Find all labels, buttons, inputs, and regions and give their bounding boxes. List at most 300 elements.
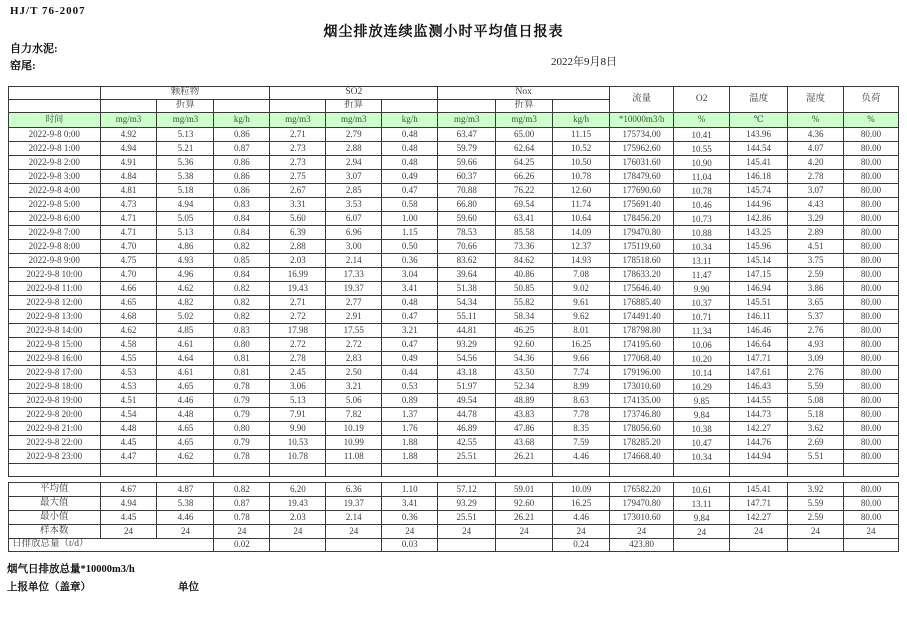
- value-cell: 17.98: [270, 324, 326, 338]
- value-cell: 0.86: [214, 128, 270, 142]
- value-cell: 19.37: [326, 497, 382, 511]
- value-cell: 80.00: [844, 366, 899, 380]
- value-cell: [788, 464, 844, 477]
- standard-code: HJ/T 76-2007: [10, 5, 86, 17]
- time-cell: 2022-9-8 9:00: [9, 254, 101, 268]
- blank-cell: [788, 539, 844, 552]
- unit-label: 单位: [178, 582, 199, 593]
- value-cell: 9.61: [553, 296, 610, 310]
- value-cell: 6.39: [270, 226, 326, 240]
- value-cell: 175734.00: [610, 128, 674, 142]
- value-cell: 144.54: [730, 142, 788, 156]
- value-cell: 175646.40: [610, 282, 674, 296]
- value-cell: 179470.80: [610, 497, 674, 511]
- value-cell: 10.71: [674, 310, 730, 324]
- value-cell: 6.36: [326, 483, 382, 497]
- value-cell: 4.71: [100, 226, 157, 240]
- value-cell: 10.37: [674, 296, 730, 310]
- value-cell: 0.82: [214, 240, 270, 254]
- value-cell: 80.00: [844, 324, 899, 338]
- value-cell: 0.86: [214, 184, 270, 198]
- value-cell: 4.46: [553, 450, 610, 464]
- value-cell: 3.00: [326, 240, 382, 254]
- value-cell: 2.88: [326, 142, 382, 156]
- value-cell: 0.47: [382, 338, 438, 352]
- value-cell: 144.76: [730, 436, 788, 450]
- tables-area: [8, 86, 899, 594]
- value-cell: 3.31: [270, 198, 326, 212]
- value-cell: 80.00: [843, 483, 898, 497]
- value-cell: 2.71: [270, 296, 326, 310]
- value-cell: 5.05: [157, 212, 214, 226]
- value-cell: 10.78: [674, 184, 730, 198]
- value-cell: 11.15: [553, 128, 610, 142]
- value-cell: [844, 464, 899, 477]
- blank-cell: [326, 539, 382, 552]
- table-row: [9, 184, 899, 198]
- value-cell: 11.34: [674, 324, 730, 338]
- row-label-cell: 最小值: [9, 511, 101, 525]
- table-row: [9, 422, 899, 436]
- header-load: 负荷: [844, 87, 899, 113]
- value-cell: 3.21: [326, 380, 382, 394]
- value-cell: 8.99: [553, 380, 610, 394]
- value-cell: 4.94: [100, 142, 157, 156]
- value-cell: 2.73: [270, 156, 326, 170]
- value-cell: 55.82: [496, 296, 553, 310]
- value-cell: [157, 464, 214, 477]
- value-cell: 13.11: [674, 497, 730, 511]
- value-cell: 4.87: [157, 483, 214, 497]
- value-cell: 80.00: [844, 380, 899, 394]
- value-cell: 2.75: [270, 170, 326, 184]
- value-cell: 146.18: [730, 170, 788, 184]
- table-row: [9, 128, 899, 142]
- value-cell: 16.99: [270, 268, 326, 282]
- value-cell: 5.59: [788, 497, 844, 511]
- value-cell: 78.53: [438, 226, 496, 240]
- value-cell: 2.91: [326, 310, 382, 324]
- unit-cell: %: [788, 113, 844, 128]
- value-cell: 19.43: [270, 282, 326, 296]
- unit-cell: mg/m3: [100, 113, 157, 128]
- value-cell: 93.29: [438, 338, 496, 352]
- value-cell: 7.82: [326, 408, 382, 422]
- value-cell: 8.63: [553, 394, 610, 408]
- value-cell: 5.38: [157, 497, 214, 511]
- time-cell: 2022-9-8 4:00: [9, 184, 101, 198]
- value-cell: 147.71: [730, 352, 788, 366]
- value-cell: 4.81: [100, 184, 157, 198]
- value-cell: 4.51: [788, 240, 844, 254]
- value-cell: 42.55: [438, 436, 496, 450]
- value-cell: 92.60: [496, 338, 553, 352]
- value-cell: 24: [100, 525, 157, 539]
- value-cell: [270, 464, 326, 477]
- header-temp: 温度: [730, 87, 788, 113]
- value-cell: 4.96: [157, 268, 214, 282]
- value-cell: 0.86: [214, 170, 270, 184]
- value-cell: 10.90: [674, 156, 730, 170]
- value-cell: 69.54: [496, 198, 553, 212]
- value-cell: 4.62: [100, 324, 157, 338]
- value-cell: 0.36: [382, 254, 438, 268]
- value-cell: 0.81: [214, 366, 270, 380]
- table-row: [9, 170, 899, 184]
- value-cell: 80.00: [844, 128, 899, 142]
- header-pm-converted: 折算: [157, 100, 214, 113]
- header-so2-group: SO2: [270, 87, 438, 100]
- value-cell: [214, 464, 270, 477]
- blank-cell: [270, 539, 326, 552]
- blank-cell: [674, 539, 730, 552]
- value-cell: 4.92: [100, 128, 157, 142]
- value-cell: 10.34: [674, 240, 730, 254]
- value-cell: 80.00: [844, 240, 899, 254]
- value-cell: 24: [610, 525, 674, 539]
- row-label-cell: [9, 464, 101, 477]
- unit-cell: mg/m3: [326, 113, 382, 128]
- table-row: [9, 366, 899, 380]
- daily-total-pm: 0.02: [214, 539, 270, 552]
- header-blank: [382, 100, 438, 113]
- value-cell: 24: [843, 525, 898, 539]
- empty-row: [9, 464, 899, 477]
- value-cell: 5.13: [157, 226, 214, 240]
- value-cell: 145.74: [730, 184, 788, 198]
- value-cell: 175691.40: [610, 198, 674, 212]
- value-cell: 24: [730, 525, 788, 539]
- table-row: [9, 212, 899, 226]
- header-blank: [553, 100, 610, 113]
- value-cell: 10.20: [674, 352, 730, 366]
- summary-row: [9, 511, 899, 525]
- value-cell: 178285.20: [610, 436, 674, 450]
- value-cell: 2.59: [788, 268, 844, 282]
- value-cell: 8.35: [553, 422, 610, 436]
- value-cell: 83.62: [438, 254, 496, 268]
- value-cell: 52.34: [496, 380, 553, 394]
- time-cell: 2022-9-8 1:00: [9, 142, 101, 156]
- value-cell: 80.00: [843, 497, 898, 511]
- blank-cell: [843, 539, 898, 552]
- value-cell: 3.86: [788, 282, 844, 296]
- header-time: 时间: [9, 113, 101, 128]
- value-cell: 17.33: [326, 268, 382, 282]
- header-blank: [438, 100, 496, 113]
- unit-cell: mg/m3: [270, 113, 326, 128]
- company-label: 自力水泥:: [10, 43, 58, 55]
- value-cell: 142.27: [730, 511, 788, 525]
- value-cell: [496, 464, 553, 477]
- value-cell: 59.60: [438, 212, 496, 226]
- value-cell: 3.07: [788, 184, 844, 198]
- footer-signature-line: [7, 579, 899, 594]
- value-cell: 48.89: [496, 394, 553, 408]
- value-cell: 0.48: [382, 128, 438, 142]
- time-cell: 2022-9-8 20:00: [9, 408, 101, 422]
- table-row: [9, 268, 899, 282]
- unit-cell: %: [674, 113, 730, 128]
- value-cell: 2.73: [270, 142, 326, 156]
- time-cell: 2022-9-8 17:00: [9, 366, 101, 380]
- value-cell: 4.85: [157, 324, 214, 338]
- value-cell: 145.96: [730, 240, 788, 254]
- value-cell: 147.71: [730, 497, 788, 511]
- value-cell: 80.00: [844, 394, 899, 408]
- value-cell: 3.21: [382, 324, 438, 338]
- header-blank: [9, 87, 101, 100]
- value-cell: 3.41: [382, 282, 438, 296]
- value-cell: 0.48: [382, 296, 438, 310]
- value-cell: 5.51: [788, 450, 844, 464]
- header-o2: O2: [674, 87, 730, 113]
- value-cell: 26.21: [496, 450, 553, 464]
- value-cell: 2.03: [270, 254, 326, 268]
- value-cell: 3.53: [326, 198, 382, 212]
- table-row: [9, 380, 899, 394]
- value-cell: 142.86: [730, 212, 788, 226]
- value-cell: 25.51: [438, 511, 496, 525]
- time-cell: 2022-9-8 13:00: [9, 310, 101, 324]
- value-cell: 80.00: [844, 268, 899, 282]
- value-cell: 145.41: [730, 483, 788, 497]
- value-cell: 0.36: [382, 511, 438, 525]
- value-cell: 50.85: [496, 282, 553, 296]
- blank-cell: [496, 539, 553, 552]
- value-cell: 178798.80: [610, 324, 674, 338]
- value-cell: 6.20: [270, 483, 326, 497]
- daily-total-row: [9, 539, 899, 552]
- value-cell: 143.25: [730, 226, 788, 240]
- value-cell: 80.00: [844, 184, 899, 198]
- value-cell: 4.94: [100, 497, 157, 511]
- value-cell: 3.29: [788, 212, 844, 226]
- header-nox-group: Nox: [438, 87, 610, 100]
- value-cell: 3.04: [382, 268, 438, 282]
- value-cell: 146.43: [730, 380, 788, 394]
- value-cell: 144.96: [730, 198, 788, 212]
- value-cell: 3.09: [788, 352, 844, 366]
- value-cell: 80.00: [844, 296, 899, 310]
- value-cell: 0.53: [382, 380, 438, 394]
- value-cell: 59.79: [438, 142, 496, 156]
- value-cell: 80.00: [844, 142, 899, 156]
- time-cell: 2022-9-8 23:00: [9, 450, 101, 464]
- value-cell: 80.00: [843, 511, 898, 525]
- value-cell: 0.44: [382, 366, 438, 380]
- value-cell: 3.06: [270, 380, 326, 394]
- value-cell: 93.29: [438, 497, 496, 511]
- value-cell: 80.00: [844, 282, 899, 296]
- value-cell: 2.03: [270, 511, 326, 525]
- value-cell: 19.37: [326, 282, 382, 296]
- value-cell: 4.58: [100, 338, 157, 352]
- time-cell: 2022-9-8 6:00: [9, 212, 101, 226]
- value-cell: 4.75: [100, 254, 157, 268]
- value-cell: 19.43: [270, 497, 326, 511]
- value-cell: 178456.20: [610, 212, 674, 226]
- value-cell: 5.02: [157, 310, 214, 324]
- summary-row: [9, 483, 899, 497]
- value-cell: 2.83: [326, 352, 382, 366]
- value-cell: 4.55: [100, 352, 157, 366]
- header-nox-converted: 折算: [496, 100, 553, 113]
- table-row: [9, 310, 899, 324]
- value-cell: 16.25: [553, 497, 610, 511]
- value-cell: 44.81: [438, 324, 496, 338]
- value-cell: 65.00: [496, 128, 553, 142]
- value-cell: 10.78: [270, 450, 326, 464]
- value-cell: 5.13: [157, 128, 214, 142]
- value-cell: 178518.60: [610, 254, 674, 268]
- time-cell: 2022-9-8 11:00: [9, 282, 101, 296]
- value-cell: 4.82: [157, 296, 214, 310]
- value-cell: 10.53: [270, 436, 326, 450]
- flue-gas-total-label: 烟气日排放总量*10000m3/h: [7, 564, 135, 575]
- value-cell: 5.08: [788, 394, 844, 408]
- value-cell: 80.00: [844, 310, 899, 324]
- value-cell: 4.51: [100, 394, 157, 408]
- value-cell: 11.08: [326, 450, 382, 464]
- value-cell: 4.65: [157, 436, 214, 450]
- value-cell: 5.06: [326, 394, 382, 408]
- table-row: [9, 436, 899, 450]
- value-cell: 173010.60: [610, 511, 674, 525]
- value-cell: 10.19: [326, 422, 382, 436]
- unit-cell: mg/m3: [157, 113, 214, 128]
- value-cell: 0.49: [382, 352, 438, 366]
- value-cell: 10.73: [674, 212, 730, 226]
- value-cell: 4.45: [100, 511, 157, 525]
- value-cell: 0.81: [214, 352, 270, 366]
- value-cell: 174135.00: [610, 394, 674, 408]
- value-cell: 146.64: [730, 338, 788, 352]
- value-cell: 0.84: [214, 268, 270, 282]
- daily-total-nox: 0.24: [553, 539, 610, 552]
- value-cell: 0.84: [214, 212, 270, 226]
- value-cell: 5.60: [270, 212, 326, 226]
- value-cell: 0.48: [382, 156, 438, 170]
- value-cell: 3.65: [788, 296, 844, 310]
- value-cell: 4.48: [100, 422, 157, 436]
- header-blank: [270, 100, 326, 113]
- header-blank: [9, 100, 101, 113]
- value-cell: 63.47: [438, 128, 496, 142]
- value-cell: 177690.60: [610, 184, 674, 198]
- value-cell: 0.82: [214, 282, 270, 296]
- value-cell: 4.70: [100, 240, 157, 254]
- unit-cell: *10000m3/h: [610, 113, 674, 128]
- value-cell: 4.67: [100, 483, 157, 497]
- value-cell: 4.61: [157, 366, 214, 380]
- value-cell: 4.62: [157, 282, 214, 296]
- value-cell: 70.66: [438, 240, 496, 254]
- value-cell: 12.60: [553, 184, 610, 198]
- table-row: [9, 156, 899, 170]
- value-cell: 11.04: [674, 170, 730, 184]
- value-cell: 54.36: [496, 352, 553, 366]
- value-cell: 0.86: [214, 156, 270, 170]
- value-cell: 4.48: [157, 408, 214, 422]
- summary-rows: [9, 483, 899, 539]
- value-cell: 6.07: [326, 212, 382, 226]
- table-row: [9, 296, 899, 310]
- value-cell: 7.78: [553, 408, 610, 422]
- table-row: [9, 352, 899, 366]
- value-cell: [674, 464, 730, 477]
- value-cell: 26.21: [496, 511, 553, 525]
- value-cell: 1.00: [382, 212, 438, 226]
- value-cell: 8.01: [553, 324, 610, 338]
- value-cell: 80.00: [844, 408, 899, 422]
- value-cell: 3.41: [382, 497, 438, 511]
- unit-cell: kg/h: [214, 113, 270, 128]
- value-cell: 0.49: [382, 170, 438, 184]
- value-cell: 4.61: [157, 338, 214, 352]
- value-cell: 5.38: [157, 170, 214, 184]
- value-cell: 24: [270, 525, 326, 539]
- table-row: [9, 142, 899, 156]
- table-row: [9, 254, 899, 268]
- value-cell: 145.51: [730, 296, 788, 310]
- value-cell: 178056.60: [610, 422, 674, 436]
- time-cell: 2022-9-8 15:00: [9, 338, 101, 352]
- value-cell: 59.66: [438, 156, 496, 170]
- value-cell: 2.71: [270, 128, 326, 142]
- value-cell: 10.78: [553, 170, 610, 184]
- value-cell: 4.65: [157, 380, 214, 394]
- value-cell: 24: [788, 525, 844, 539]
- value-cell: 143.96: [730, 128, 788, 142]
- table-row: [9, 198, 899, 212]
- value-cell: 47.86: [496, 422, 553, 436]
- value-cell: 0.83: [214, 198, 270, 212]
- value-cell: 80.00: [844, 338, 899, 352]
- value-cell: 0.47: [382, 184, 438, 198]
- unit-cell: mg/m3: [438, 113, 496, 128]
- daily-total-so2: 0.03: [382, 539, 438, 552]
- value-cell: 59.01: [496, 483, 553, 497]
- value-cell: [326, 464, 382, 477]
- time-cell: 2022-9-8 10:00: [9, 268, 101, 282]
- value-cell: 4.47: [100, 450, 157, 464]
- value-cell: 10.41: [674, 128, 730, 142]
- value-cell: 43.50: [496, 366, 553, 380]
- unit-cell: ℃: [730, 113, 788, 128]
- value-cell: 3.62: [788, 422, 844, 436]
- value-cell: 44.78: [438, 408, 496, 422]
- value-cell: 80.00: [844, 170, 899, 184]
- value-cell: 175119.60: [610, 240, 674, 254]
- table-row: [9, 324, 899, 338]
- value-cell: 0.87: [214, 142, 270, 156]
- value-cell: 0.80: [214, 422, 270, 436]
- value-cell: 4.93: [157, 254, 214, 268]
- value-cell: 177068.40: [610, 352, 674, 366]
- value-cell: 46.25: [496, 324, 553, 338]
- value-cell: 0.78: [214, 511, 270, 525]
- value-cell: 0.47: [382, 310, 438, 324]
- daily-total-flow: 423.80: [610, 539, 674, 552]
- value-cell: 4.93: [788, 338, 844, 352]
- value-cell: 145.14: [730, 254, 788, 268]
- value-cell: 51.97: [438, 380, 496, 394]
- unit-cell: kg/h: [553, 113, 610, 128]
- value-cell: 10.09: [553, 483, 610, 497]
- value-cell: 9.62: [553, 310, 610, 324]
- value-cell: 0.50: [382, 240, 438, 254]
